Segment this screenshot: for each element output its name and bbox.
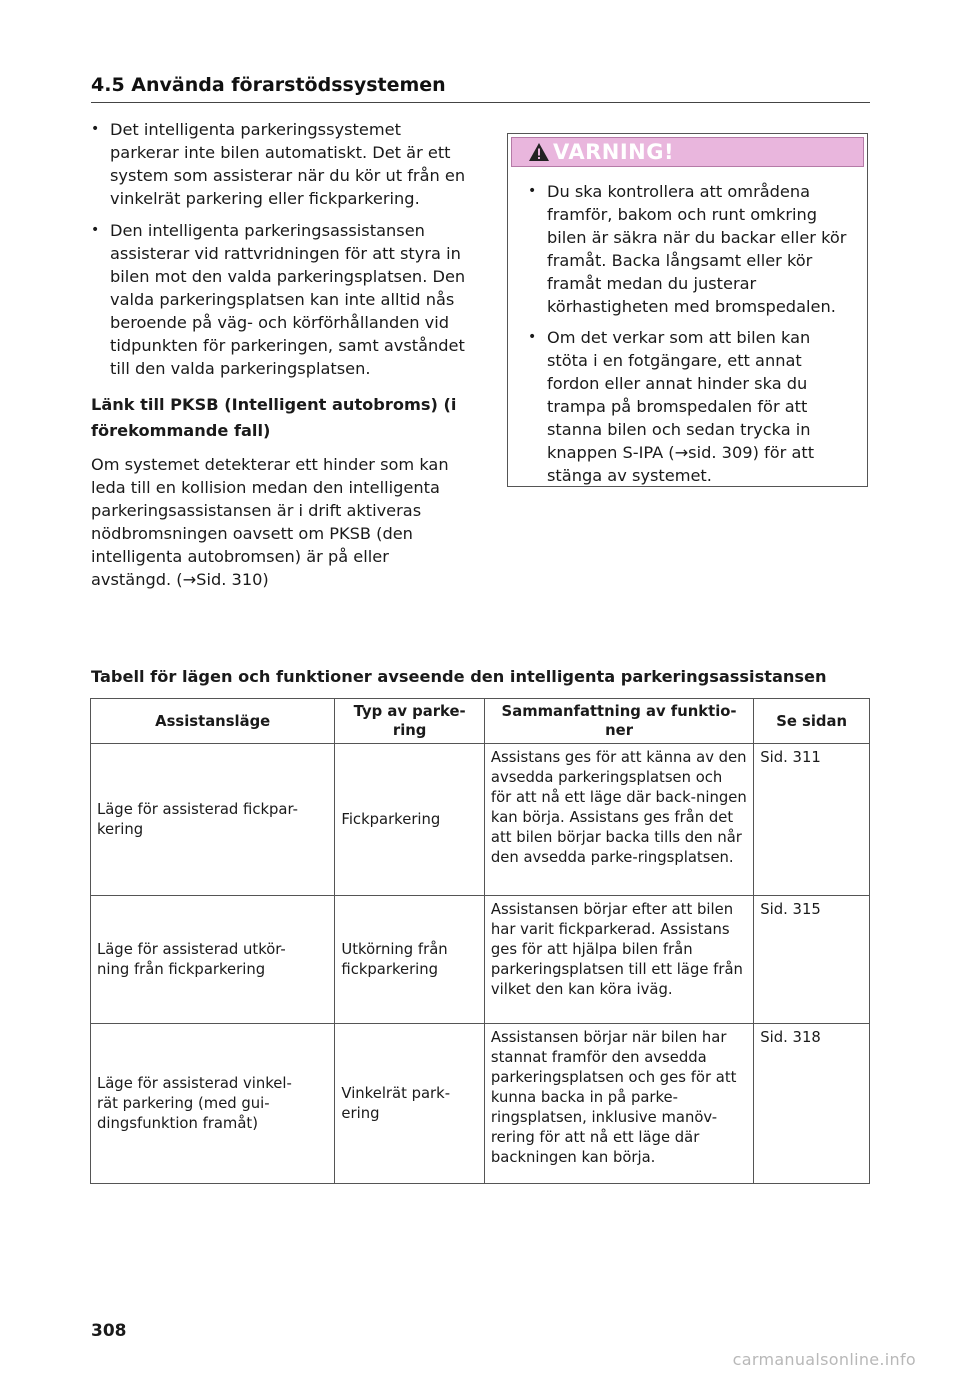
bullet-icon: •: [91, 121, 100, 137]
cell-page-ref: Sid. 315: [754, 896, 870, 1024]
table-row: [91, 896, 870, 1024]
warning-text: Om det verkar som att bilen kan stöta i en fotgängare, ett annat fordon eller annat hinder ska du trampa på bromspedalen för att stanna bilen och sedan trycka in knappen S-IPA (→sid. 309) för att stänga av systemet.: [547, 328, 815, 485]
cell-page-ref: Sid. 311: [754, 744, 870, 896]
bullet-text: Det intelligenta parkeringssystemet parkerar inte bilen automatiskt. Det är ett system som assisterar när du kör ut från en vinkelrät parkering eller fickparkering.: [110, 120, 466, 208]
watermark-text: carmanualsonline.info: [732, 1350, 916, 1369]
cell-mode: Läge för assisterad fickpar- kering: [91, 744, 335, 896]
list-item: [528, 326, 849, 487]
subheading-pksb-link: Länk till PKSB (Intelligent autobroms) (i förekommande fall): [91, 395, 457, 440]
page-number: 308: [91, 1321, 127, 1341]
bullet-icon: •: [91, 222, 100, 238]
column-header-page: Se sidan: [754, 699, 870, 744]
list-item: [91, 219, 471, 380]
modes-table: [90, 698, 870, 1184]
warning-title: VARNING!: [553, 140, 675, 164]
cell-summary: Assistansen börjar efter att bilen har varit fickparkerad. Assistans ges för att hjälpa bilen från parkeringsplatsen till ett läge från vilket den kan köra iväg.: [484, 896, 753, 1024]
warning-body: [508, 170, 867, 487]
cell-summary: Assistansen börjar när bilen har stannat framför den avsedda parkeringsplatsen och ges för att kunna backa in på parke-ringsplatsen, inklusive manöv-rering för att nå ett läge där backningen kan börja.: [484, 1024, 753, 1184]
list-item: [91, 118, 471, 210]
warning-text: Du ska kontrollera att områdena framför, bakom och runt omkring bilen är säkra när du backar eller kör framåt. Backa långsamt eller kör framåt medan du justerar körhastigheten med bromspedalen.: [547, 182, 847, 316]
cell-page-ref: Sid. 318: [754, 1024, 870, 1184]
cell-summary: Assistans ges för att känna av den avsedda parkeringsplatsen och för att nå ett läge där back-ningen kan börja. Assistans ges från det att bilen börjar backa tills den når den avsedda parke-ringsplatsen.: [484, 744, 753, 896]
warning-box: [507, 133, 868, 487]
cell-type: Vinkelrät park- ering: [335, 1024, 485, 1184]
bullet-text: Den intelligenta parkeringsassistansen assisterar vid rattvridningen för att styra in bilen mot den valda parkeringsplatsen. Den valda parkeringsplatsen kan inte alltid nås beroende på väg- och körförhållanden vid tidpunkten för parkeringen, samt avståndet till den valda parkeringsplatsen.: [110, 221, 466, 378]
warning-header: [511, 137, 864, 167]
cell-type: Fickparkering: [335, 744, 485, 896]
table-title: Tabell för lägen och funktioner avseende den intelligenta parkeringsassistansen: [91, 667, 827, 686]
pksb-paragraph: Om systemet detekterar ett hinder som kan leda till en kollision medan den intelligenta parkeringsassistansen är i drift aktiveras nödbromsningen oavsett om PKSB (den intelligenta autobromsen) är på eller avstängd. (→Sid. 310): [91, 455, 449, 589]
column-header-mode: Assistansläge: [91, 699, 335, 744]
bullet-icon: •: [528, 183, 537, 199]
left-column: [91, 118, 471, 591]
cell-type: Utkörning från fickparkering: [335, 896, 485, 1024]
bullet-icon: •: [528, 329, 537, 345]
column-header-type: Typ av parke- ring: [335, 699, 485, 744]
section-title: 4.5 Använda förarstödssystemen: [91, 74, 870, 103]
cell-mode: Läge för assisterad vinkel- rät parkering (med gui- dingsfunktion framåt): [91, 1024, 335, 1184]
column-header-summary: Sammanfattning av funktio- ner: [484, 699, 753, 744]
table-row: [91, 744, 870, 896]
table-row: [91, 1024, 870, 1184]
cell-mode: Läge för assisterad utkör- ning från fickparkering: [91, 896, 335, 1024]
warning-triangle-icon: [528, 142, 550, 162]
list-item: [528, 180, 849, 318]
table-header-row: [91, 699, 870, 744]
